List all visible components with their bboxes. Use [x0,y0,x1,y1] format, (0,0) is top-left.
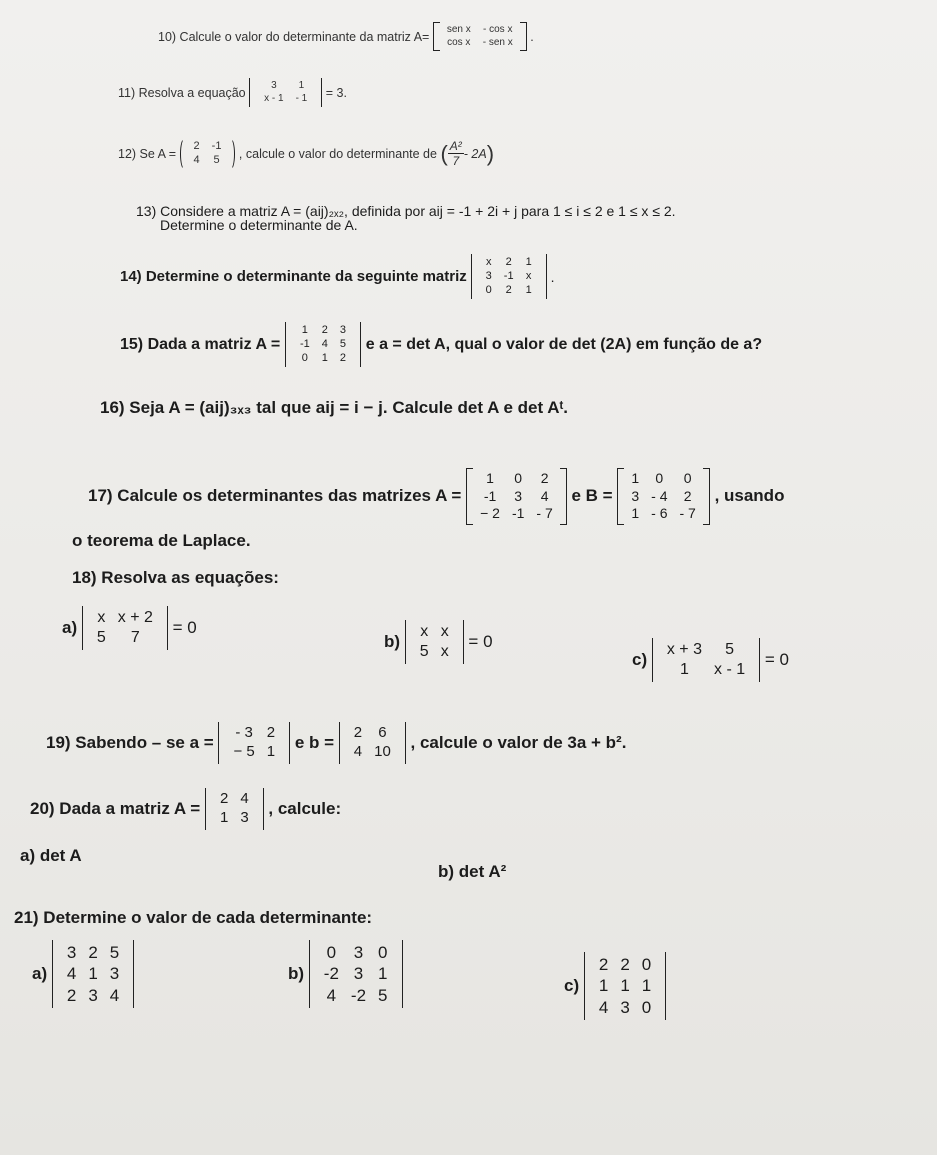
question-14 [120,254,554,299]
matrix-cell: 1 [298,80,305,91]
matrix-cell: 2 [321,324,328,336]
matrix-row [474,470,559,488]
matrix-row [318,985,394,1006]
matrix-cell: 3 [353,964,364,984]
matrix-cell: − 5 [233,742,255,760]
matrix-cell: - cos x [483,24,513,35]
matrix-cell: sen x [446,24,471,35]
question-18-c-label: c) [632,650,648,669]
matrix-row [414,642,455,662]
matrix-cell: 1 [598,976,609,996]
question-18-a-label: a) [62,618,78,637]
matrix-cell: 5 [213,153,220,166]
matrix-cell: 5 [378,985,388,1005]
matrix-row [318,942,394,963]
matrix-cell: 2 [683,487,692,504]
question-18-c [632,638,789,682]
question-21-a [32,940,134,1008]
matrix-cell: 2 [266,724,276,741]
question-17-line2: o teorema de Laplace. [72,531,251,550]
matrix-cell: -1 [299,337,310,350]
question-10-text: 10) Calcule o valor do determinante da matriz A= [158,29,430,44]
matrix-cell: 1 [88,964,98,984]
matrix-cell: 4 [353,742,363,760]
question-18-c-end: = 0 [764,650,789,669]
matrix-cell: 0 [485,283,492,296]
question-21-b-matrix [309,940,403,1008]
question-19-matrix-a [218,722,290,764]
question-21-title: 21) Determine o valor de cada determinante: [14,908,373,927]
question-18-a-end: = 0 [172,618,197,637]
matrix-cell: x [440,643,449,660]
matrix-cell: − 2 [480,505,500,521]
matrix-cell: x [525,269,532,282]
matrix-row [91,608,159,628]
matrix-cell: - 6 [651,505,668,521]
matrix-cell: 4 [240,790,249,807]
matrix-cell: -1 [503,269,514,282]
matrix-cell: x [420,623,429,640]
matrix-cell: 0 [683,470,692,486]
matrix-row [348,724,397,743]
question-15 [120,322,762,367]
question-20-pre: 20) Dada a matriz A = [30,798,201,818]
question-21-c-matrix [584,952,666,1020]
matrix-cell: - 7 [679,505,696,521]
matrix-cell: 2 [620,955,630,974]
matrix-row [258,80,313,93]
matrix-cell: -1 [483,487,497,504]
matrix-row [593,975,657,996]
matrix-row [188,140,228,154]
question-15-pre: 15) Dada a matriz A = [120,335,281,353]
question-17-matrix-a [466,468,567,525]
question-17-mid: e B = [571,486,613,506]
question-13-line2: Determine o determinante de A. [160,217,358,233]
matrix-cell: 0 [641,997,652,1017]
matrix-row [625,470,701,488]
question-21-c-label: c) [564,975,580,995]
question-17-matrix-b [617,468,709,525]
matrix-cell: 2 [540,470,549,486]
question-20-post: , calcule: [268,798,342,818]
question-18-title: 18) Resolva as equações: [72,568,279,587]
matrix-cell: 1 [631,470,640,486]
question-16-text: 16) Seja A = (aij)₃ₓ₃ tal que aij = i − j. Calcule det A e det Aᵗ. [100,398,568,417]
question-15-matrix [285,322,361,367]
matrix-cell: 2 [598,955,609,974]
question-20-b: b) det A² [438,862,507,881]
matrix-cell: 3 [353,943,364,962]
question-21-b [288,940,403,1008]
matrix-row [214,790,255,809]
matrix-cell: x + 3 [666,641,702,658]
matrix-row [227,724,281,743]
question-14-text: 14) Determine o determinante da seguinte matriz [120,268,467,286]
matrix-cell: 3 [339,324,346,336]
question-12-pre: 12) Se A = [118,146,177,161]
matrix-cell: 2 [353,724,363,741]
matrix-cell: 5 [419,643,429,660]
matrix-row [227,743,281,762]
matrix-cell: - 1 [295,92,308,104]
matrix-cell: 1 [525,283,532,296]
question-20-a: a) det A [20,846,82,865]
matrix-cell: 6 [378,724,387,741]
question-19-matrix-b [339,722,406,764]
matrix-cell: 1 [631,505,640,521]
matrix-cell: 1 [620,976,630,996]
matrix-row [474,505,559,523]
matrix-cell: 3 [271,80,277,91]
matrix-cell: cos x [447,36,471,48]
matrix-cell: 1 [219,808,229,826]
question-16 [100,398,568,418]
matrix-cell: x [485,256,492,268]
question-19 [46,722,626,764]
matrix-cell: 4 [598,997,609,1017]
matrix-cell: 1 [486,470,494,486]
question-18-c-matrix [652,638,760,682]
matrix-cell: 5 [109,943,120,962]
matrix-cell: 1 [679,661,689,678]
matrix-row [294,338,352,352]
question-10 [158,22,534,51]
matrix-cell: -2 [323,964,339,984]
matrix-cell: x + 2 [117,609,153,626]
question-13-line1: 13) Considere a matriz A = (aij)₂ₓ₂, definida por aij = -1 + 2i + j para 1 ≤ i ≤ 2 e 1 ≤ x ≤ 2. [136,203,676,219]
matrix-row [593,997,657,1018]
matrix-cell: 0 [655,470,664,486]
question-18-b-label: b) [384,632,401,651]
question-11-matrix [249,78,322,107]
matrix-cell: 5 [725,641,735,658]
question-11-end: = 3. [325,85,347,100]
question-18-b-end: = 0 [468,632,493,651]
question-10-matrix [433,22,527,51]
matrix-row [61,985,125,1006]
question-10-end: . [530,29,534,44]
matrix-cell: 0 [641,955,652,974]
matrix-cell: 1 [525,256,532,268]
matrix-row [348,743,397,762]
matrix-cell: 1 [301,324,308,336]
matrix-row [661,640,751,660]
matrix-cell: 0 [301,351,308,364]
matrix-cell: x - 1 [264,92,284,104]
matrix-row [661,660,751,680]
question-21-a-label: a) [32,963,48,983]
matrix-cell: 1 [321,351,328,364]
matrix-cell: 4 [193,153,200,166]
question-11-text: 11) Resolva a equação [118,85,246,100]
matrix-cell: 3 [88,985,98,1005]
matrix-row [318,963,394,984]
matrix-row [414,622,455,642]
matrix-row [188,154,228,168]
question-15-post: e a = det A, qual o valor de det (2A) em função de a? [365,335,763,353]
matrix-cell: 0 [514,470,523,486]
matrix-row [474,488,559,506]
question-11 [118,78,347,107]
question-17-pre: 17) Calcule os determinantes das matrizes A = [88,486,462,506]
matrix-cell: 2 [505,283,512,296]
matrix-row [258,93,313,106]
matrix-cell: 3 [631,487,640,504]
matrix-cell: 2 [193,140,200,152]
matrix-cell: - 4 [651,487,668,504]
matrix-row [91,628,159,648]
question-18-b-matrix [405,620,464,664]
question-14-end: . [550,268,555,285]
question-12: 12) Se A = 2 -1 4 5 , calcule o valor do determinante de ( $\frac{\text{A²}}{7}$ - 2A) [118,139,495,169]
matrix-cell: 3 [620,997,630,1017]
matrix-cell: 4 [321,337,328,350]
matrix-cell: -1 [511,505,525,521]
matrix-cell: 2 [505,256,512,268]
matrix-cell: 4 [540,487,549,504]
matrix-row [441,24,519,37]
matrix-row [480,284,538,298]
matrix-cell: 1 [266,742,276,760]
matrix-cell: - sen x [482,36,513,48]
matrix-row [61,963,125,984]
matrix-cell: 2 [88,943,98,962]
matrix-cell: 10 [374,742,391,760]
matrix-cell: -1 [211,140,222,152]
matrix-row [294,352,352,366]
question-18-a [62,606,197,650]
matrix-cell: - 7 [536,505,553,521]
question-14-matrix [471,254,547,299]
matrix-cell: 2 [339,351,346,364]
matrix-row [593,954,657,975]
question-12-fraction: $\frac{\text{A²}}{7}$ [449,139,462,169]
question-21-a-matrix [52,940,134,1008]
question-21-c [564,952,666,1020]
matrix-cell: 2 [219,790,229,807]
matrix-row [294,324,352,338]
question-12-text: , calcule o valor do determinante de [238,146,437,161]
matrix-cell: 3 [66,943,77,962]
matrix-row [625,505,701,523]
matrix-cell: 1 [641,976,652,996]
matrix-cell: 7 [130,629,140,646]
matrix-cell: - 3 [235,724,253,741]
matrix-cell: 5 [96,629,106,646]
question-17 [88,468,784,525]
matrix-cell: 4 [66,964,77,984]
question-19-pre: 19) Sabendo – se a = [46,732,214,752]
matrix-cell: 0 [326,943,337,962]
matrix-cell: x [440,623,449,640]
matrix-cell: 1 [378,964,388,984]
question-19-mid: e b = [294,732,335,752]
question-13 [136,204,676,232]
question-12-expr-end: - 2A [463,146,487,161]
matrix-row [214,809,255,828]
matrix-cell: 2 [66,985,77,1005]
question-21-b-label: b) [288,963,305,983]
matrix-cell: x [97,609,106,626]
matrix-cell: 3 [240,808,249,826]
matrix-cell: 4 [326,985,337,1005]
question-12-matrix [180,138,236,170]
matrix-row [480,270,538,284]
matrix-cell: x - 1 [714,661,746,678]
matrix-cell: 0 [378,943,388,962]
matrix-cell: -2 [350,985,367,1005]
matrix-cell: 3 [485,269,492,282]
question-19-post: , calcule o valor de 3a + b². [410,732,627,752]
matrix-row [480,256,538,270]
question-18-b [384,620,493,664]
matrix-cell: 3 [514,487,523,504]
matrix-cell: 4 [109,985,120,1005]
matrix-row [441,37,519,50]
matrix-row [625,488,701,506]
question-20-matrix [205,788,264,830]
matrix-cell: 5 [339,337,346,350]
matrix-row [61,942,125,963]
matrix-cell: 3 [109,964,120,984]
question-18-a-matrix [82,606,168,650]
question-20 [30,788,341,830]
question-17-post: , usando [714,486,785,506]
